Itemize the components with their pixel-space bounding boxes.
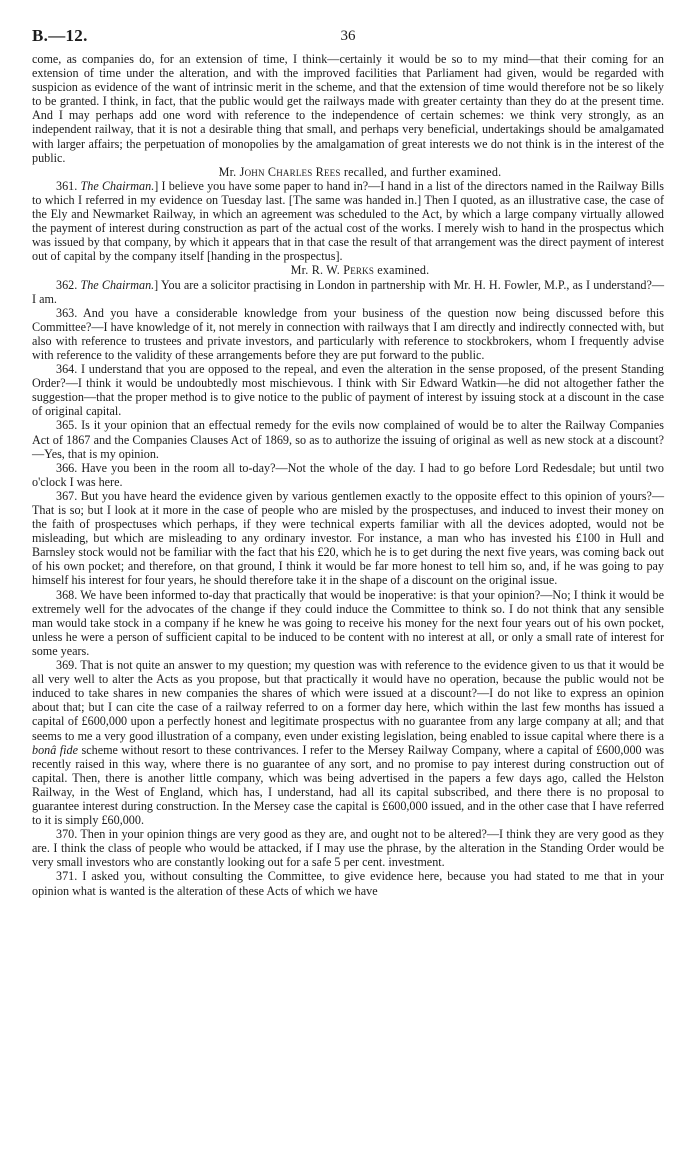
witness-status: recalled, and further examined. xyxy=(343,164,502,179)
italic-phrase: bonâ fide xyxy=(32,742,78,757)
answer-text-part-2: scheme without resort to these contrivances. I refer to the Mersey Railway Company, where a capital of £600,000 was recently raised in this way, where there is no guarantee of any sort, and no promise to pay interest during construction out of capital. Then, there is another little company, which was being advertised in the papers a few days ago, called the Helston Railway, in the West of England, which has, I understand, had all its capital subscribed, and there there is no proposal to guarantee interest during construction. In the Mersey case the capital is £600,000 issued, and in the other case that I have referred to it is simply £60,000. xyxy=(32,742,664,828)
speaker-name: The Chairman. xyxy=(80,277,155,292)
question-370: 370. Then in your opinion things are very good as they are, and ought not to be altered?—I think they are very good as they are. I think the class of people who would be attacked, if I may use the phrase, by the alteration in the Standing Order would be very small investors who are constantly looking out for a safe 5 per cent. investment. xyxy=(32,827,664,870)
speaker-name: The Chairman. xyxy=(80,178,155,193)
witness-status: examined. xyxy=(377,263,430,278)
question-362 xyxy=(32,278,664,306)
question-366: 366. Have you been in the room all to-day?—Not the whole of the day. I had to go before Lord Redesdale; but until two o'clock I was here. xyxy=(32,460,664,489)
witness-heading-perks xyxy=(32,263,664,277)
question-371: 371. I asked you, without consulting the Committee, to give evidence here, because you had stated to me that in your opinion what is wanted is the alteration of these Acts of which we have xyxy=(32,869,664,898)
question-364: 364. I understand that you are opposed to the repeal, and even the alteration in the sense proposed, of the present Standing Order?—I think it would be undoubtedly most mischievous. I think with Sir Edward Watkin—he did not altogether father the suggestion—that the proper method is to give notice to the public of payment of interest by issuing stock at a discount in the case of original capital. xyxy=(32,362,664,419)
question-368: 368. We have been informed to-day that practically that would be inoperative: is that your opinion?—No; I think it would be extremely well for the advocates of the change if they could induce the Committee to think so. I do not think that any sensible man would take stock in a company if he knew he was going to receive his money for the next four years out of his own pocket, unless he were a person of sufficient capital to be induced to be content with no interest at all, or only a small rate of interest for some years. xyxy=(32,587,664,658)
witness-name: John Charles Rees xyxy=(239,164,341,179)
document-reference: B.—12. xyxy=(32,26,88,45)
question-363: 363. And you have a considerable knowledge from your business of the question now being discussed before this Committee?—I have knowledge of it, not merely in connection with railways that I am directly and indirectly connected with, but also with reference to trustees and private investors, and particularly with reference to stockbrokers, whom I frequently advise with reference to the validity of these arrangements before they are put forward to the public. xyxy=(32,305,664,362)
question-365: 365. Is it your opinion that an effectual remedy for the evils now complained of would be to alter the Railway Companies Act of 1867 and the Companies Clauses Act of 1869, so as to authorize the issuing of original as well as new stock at a discount?—Yes, that is my opinion. xyxy=(32,418,664,461)
question-369 xyxy=(32,658,664,827)
question-text: ] I believe you have some paper to hand in?—I hand in a list of the directors named in the Railway Bills to which I referred in my evidence on Tuesday last. [The same was handed in.] Then I quoted, as an illustrative case, the case of the Ely and Newmarket Railway, in which an agreement was scheduled to the Act, by which a large company virtually allowed the payment of interest during construction as part of the actual cost of the works. I merely wish to hand in the prospectus which was issued by that company, by which it appears that in that case the result of that arrangement was the direct payment of interest out of capital by the company itself [handing in the prospectus]. xyxy=(32,178,664,264)
witness-heading-rees xyxy=(32,165,664,179)
page-body xyxy=(32,52,664,898)
answer-text-part-1: 369. That is not quite an answer to my question; my question was with reference to the evidence given to us that it would be all very well to alter the Acts as you propose, but that practically it would have no operation, because the public would not be induced to take shares in new companies the shares of which were issued at a discount?—I do not like to express an opinion about that; but I can cite the case of a railway referred to on a former day here, which within the last few months has issued a capital of £600,000 upon a perfectly honest and legitimate prospectus with no guarantee from any large company at all; and that seems to me a very good illustration of a company, even under existing legislation, being enabled to issue capital where there is a xyxy=(32,658,664,743)
page-header xyxy=(32,26,664,52)
page-number: 36 xyxy=(340,28,356,44)
question-367: 367. But you have heard the evidence given by various gentlemen exactly to the opposite effect to this opinion of yours?—That is so; but I look at it more in the case of people who are misled by the prospectuses, and induced to invest their money on the faith of prospectuses which perhaps, if they were technical experts familiar with all the devices adopted, would not be misleading, but which are misleading to any ordinary investor. For instance, a man who has invested his £100 in Hull and Barnsley stock would not be familiar with the fact that his £20, which he is to get during the next five years, was coming back out of his own pocket; and therefore, on that ground, I think it would be far more honest to tell him so, and, if he was going to pay himself his interest for four years, he should therefore take it in the shape of a discount on the original issue. xyxy=(32,488,664,588)
question-number: 362. xyxy=(56,277,78,292)
paragraph-continuation: come, as companies do, for an extension of time, I think—certainly it would be so to my mind—that their coming for an extension of time under the alteration, and with the improved facilities that Parliament had given, would be regarded with suspicion as evidence of the want of intrinsic merit in the scheme, and that the extension of time would therefore not be so likely to be granted. I think, in fact, that the public would get the railways made with greater certainty than they do at the present time. And I may perhaps add one word with reference to the independence of certain schemes: we think very strongly, as an independent railway, that it is not a desirable thing that small, and perhaps very beneficial, undertakings should be amalgamated with larger affairs; the perpetuation of monopolies by the amalgamation of great interests we do not think is in the interest of the public. xyxy=(32,52,664,165)
witness-name: Perks xyxy=(343,263,375,278)
question-text: ] You are a solicitor practising in London in partnership with Mr. H. H. Fowler, M.P., as I understand?—I am. xyxy=(32,277,664,306)
witness-title: Mr. xyxy=(218,164,237,179)
question-number: 361. xyxy=(56,178,78,193)
witness-title: Mr. R. W. xyxy=(290,263,341,278)
question-361 xyxy=(32,179,664,264)
